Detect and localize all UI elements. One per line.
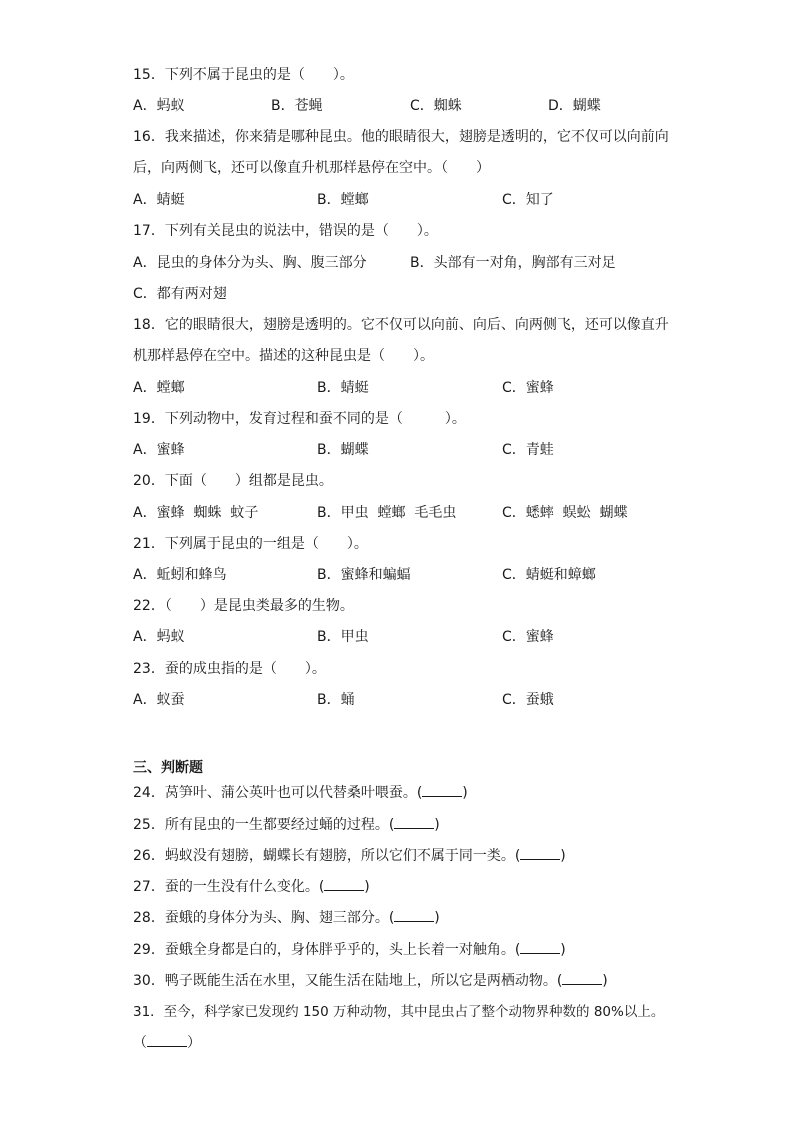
question-23-stem: 23．蚕的成虫指的是（ ）。	[133, 661, 326, 677]
question-18-stem-line-2: 机那样悬停在空中。描述的这种昆虫是（ ）。	[133, 348, 434, 364]
question-29-text: 29．蚕蛾全身都是白的，身体胖乎乎的，头上长着一对触角。(	[133, 942, 521, 958]
question-31-answer	[133, 1034, 201, 1052]
question-15-option-b: B．苍蝇	[271, 98, 323, 114]
question-27	[133, 878, 370, 896]
question-21-option-a: A．蚯蚓和蜂鸟	[133, 567, 227, 583]
question-16-option-b: B．螳螂	[317, 192, 369, 208]
question-25-text: 25．所有昆虫的一生都要经过蛹的过程。(	[133, 817, 395, 833]
question-29	[133, 941, 566, 959]
answer-blank-27[interactable]	[324, 890, 364, 891]
question-19-option-a: A．蜜蜂	[133, 442, 185, 458]
question-16-option-a: A．蜻蜓	[133, 192, 185, 208]
question-19-option-b: B．蝴蝶	[317, 442, 369, 458]
answer-blank-30[interactable]	[562, 984, 602, 985]
question-18-option-a: A．螳螂	[133, 380, 185, 396]
question-24-close: )	[462, 785, 468, 801]
question-18-option-b: B．蜻蜓	[317, 380, 369, 396]
question-17-stem: 17．下列有关昆虫的说法中，错误的是（ ）。	[133, 223, 438, 239]
question-28-close: )	[434, 910, 440, 926]
question-16-stem-line-1: 16．我来描述，你来猜是哪种昆虫。他的眼睛很大，翅膀是透明的，它不仅可以向前向	[133, 129, 669, 145]
question-26	[133, 847, 566, 865]
question-23-option-b: B．蛹	[317, 692, 355, 708]
question-24-text: 24．莴笋叶、蒲公英叶也可以代替桑叶喂蚕。(	[133, 785, 423, 801]
question-26-text: 26．蚂蚁没有翅膀，蝴蝶长有翅膀，所以它们不属于同一类。(	[133, 848, 521, 864]
question-29-close: )	[560, 942, 566, 958]
question-16-option-c: C．知了	[502, 192, 554, 208]
question-20-stem: 20．下面（ ）组都是昆虫。	[133, 473, 333, 489]
question-27-text: 27．蚕的一生没有什么变化。(	[133, 879, 325, 895]
question-24	[133, 784, 468, 802]
question-26-close: )	[560, 848, 566, 864]
question-31-close: ）	[187, 1035, 201, 1051]
answer-blank-24[interactable]	[422, 796, 462, 797]
question-15-option-c: C．蜘蛛	[410, 98, 462, 114]
question-17-option-a: A．昆虫的身体分为头、胸、腹三部分	[133, 255, 367, 271]
question-18-stem-line-1: 18．它的眼睛很大，翅膀是透明的。它不仅可以向前、向后、向两侧飞，还可以像直升	[133, 317, 669, 333]
question-20-option-b: B．甲虫 螳螂 毛毛虫	[317, 505, 457, 521]
question-21-stem: 21．下列属于昆虫的一组是（ ）。	[133, 536, 368, 552]
question-23-option-c: C．蚕蛾	[502, 692, 554, 708]
question-21-option-b: B．蜜蜂和蝙蝠	[317, 567, 411, 583]
question-25-close: )	[434, 817, 440, 833]
question-15-option-d: D．蝴蝶	[548, 98, 601, 114]
question-16-stem-line-2: 后，向两侧飞，还可以像直升机那样悬停在空中。（ ）	[133, 160, 490, 176]
question-21-option-c: C．蜻蜓和蟑螂	[502, 567, 596, 583]
question-20-option-a: A．蜜蜂 蜘蛛 蚊子	[133, 505, 259, 521]
question-22-option-b: B．甲虫	[317, 629, 369, 645]
question-18-option-c: C．蜜蜂	[502, 380, 554, 396]
answer-blank-31[interactable]	[147, 1046, 187, 1047]
question-22-option-a: A．蚂蚁	[133, 629, 185, 645]
answer-blank-25[interactable]	[394, 828, 434, 829]
question-30	[133, 972, 608, 990]
question-22-option-c: C．蜜蜂	[502, 629, 554, 645]
question-23-option-a: A．蚁蚕	[133, 692, 185, 708]
question-19-option-c: C．青蛙	[502, 442, 554, 458]
question-28-text: 28．蚕蛾的身体分为头、胸、翅三部分。(	[133, 910, 395, 926]
question-25	[133, 816, 440, 834]
question-17-option-b: B．头部有一对角，胸部有三对足	[410, 255, 616, 271]
question-30-text: 30．鸭子既能生活在水里，又能生活在陆地上，所以它是两栖动物。(	[133, 973, 563, 989]
question-30-close: )	[602, 973, 608, 989]
question-27-close: )	[364, 879, 370, 895]
question-17-option-c: C．都有两对翅	[133, 286, 227, 302]
question-28	[133, 909, 440, 927]
question-31-open: （	[133, 1035, 147, 1051]
question-22-stem: 22．（ ）是昆虫类最多的生物。	[133, 598, 354, 614]
question-15-option-a: A．蚂蚁	[133, 98, 185, 114]
question-20-option-c: C．蟋蟀 蜈蚣 蝴蝶	[502, 505, 628, 521]
question-31-text: 31．至今，科学家已发现约 150 万种动物，其中昆虫占了整个动物界种数的 80%以上。	[133, 1004, 665, 1020]
question-15-stem: 15．下列不属于昆虫的是（ ）。	[133, 67, 354, 83]
question-19-stem: 19．下列动物中，发育过程和蚕不同的是（ ）。	[133, 411, 466, 427]
section-title-true-false: 三、判断题	[133, 760, 203, 776]
answer-blank-28[interactable]	[394, 921, 434, 922]
answer-blank-29[interactable]	[520, 953, 560, 954]
answer-blank-26[interactable]	[520, 859, 560, 860]
